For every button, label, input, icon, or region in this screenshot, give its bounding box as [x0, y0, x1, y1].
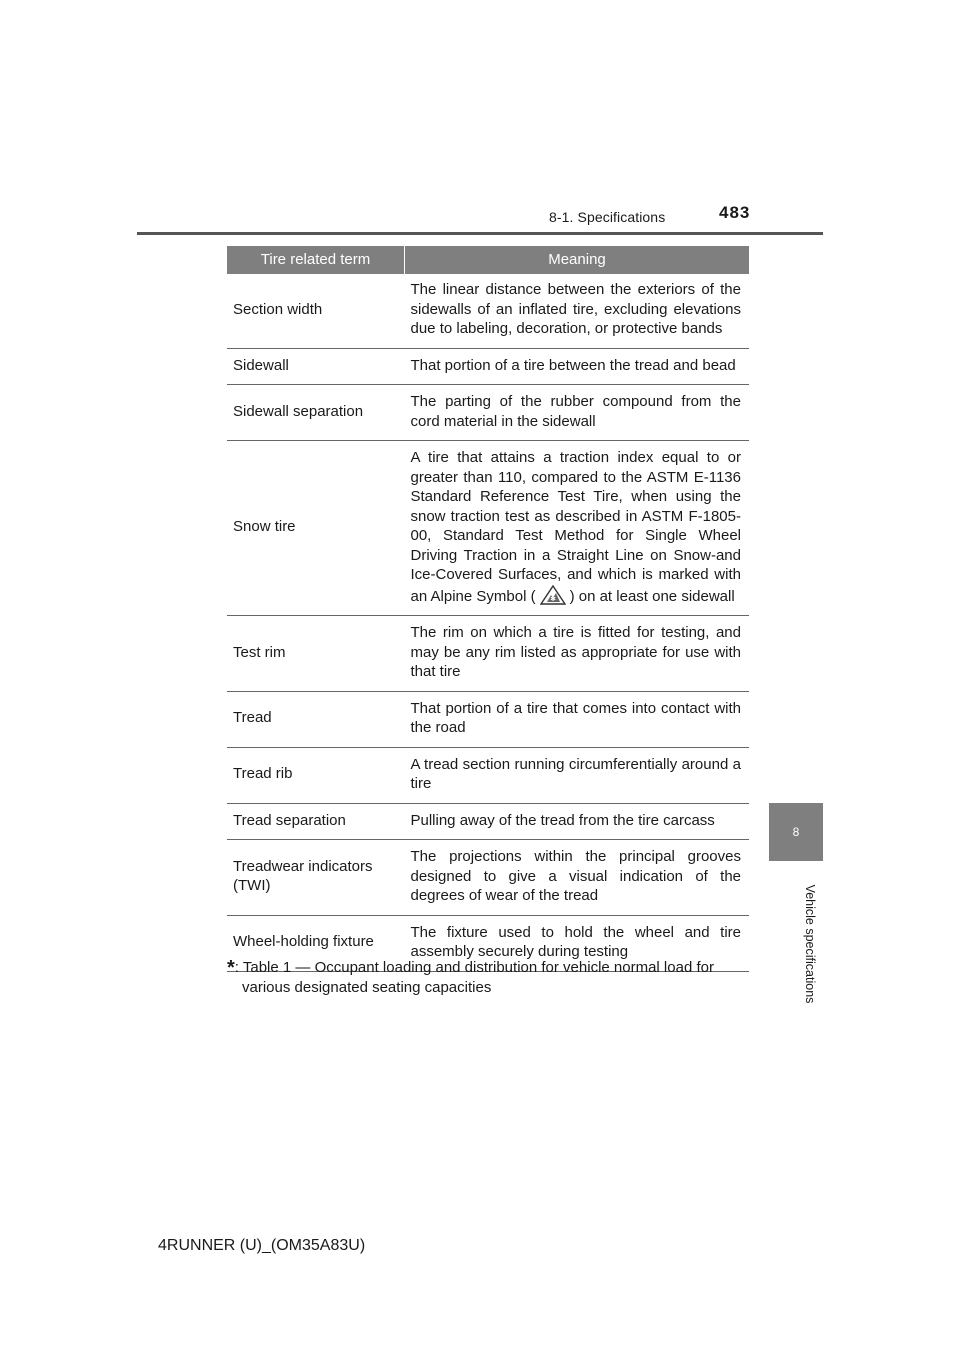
- table-row: [227, 616, 749, 692]
- table-row: [227, 441, 749, 616]
- meaning-cell: A tread section running circumferentially around a tire: [405, 747, 750, 803]
- meaning-text-continued: ) on at least one sidewall: [569, 587, 735, 605]
- table-header-row: [227, 246, 749, 274]
- table-row: [227, 803, 749, 840]
- meaning-cell: That portion of a tire that comes into contact with the road: [405, 691, 750, 747]
- table-footnote: [227, 958, 747, 998]
- column-header-term: Tire related term: [227, 246, 405, 274]
- chapter-number: 8: [792, 825, 800, 839]
- term-cell: Tread separation: [227, 803, 405, 840]
- meaning-cell: The parting of the rubber compound from the cord material in the sidewall: [405, 385, 750, 441]
- table-row: [227, 385, 749, 441]
- section-title: 8-1. Specifications: [549, 209, 666, 225]
- page-number: 483: [719, 203, 751, 222]
- term-cell: Test rim: [227, 616, 405, 692]
- term-cell: Section width: [227, 274, 405, 348]
- meaning-text: A tire that attains a traction index equal to or greater than 110, compared to the ASTM E-1136 Standard Reference Test Tire, when using the snow traction test as described in ASTM F-1805-00, Standard Test Method for Single Wheel Driving Traction in a Straight Line on Snow-and Ice-Covered Surfaces, and which is marked with an Alpine Symbol (: [410, 449, 741, 605]
- term-cell: Treadwear indicators (TWI): [227, 840, 405, 916]
- footnote-line-2: various designated seating capacities: [242, 979, 492, 996]
- meaning-cell: Pulling away of the tread from the tire carcass: [405, 803, 750, 840]
- term-cell: Wheel-holding fixture: [227, 915, 405, 971]
- table-row: [227, 348, 749, 385]
- term-cell: Tread rib: [227, 747, 405, 803]
- chapter-label: Vehicle specifications: [803, 884, 817, 1004]
- table-row: [227, 747, 749, 803]
- alpine-symbol-icon: [540, 585, 566, 605]
- meaning-cell: The fixture used to hold the wheel and tire assembly securely during testing: [405, 915, 750, 971]
- column-header-meaning: Meaning: [405, 246, 750, 274]
- term-cell: Tread: [227, 691, 405, 747]
- chapter-tab[interactable]: [769, 803, 823, 861]
- footnote-line-1: : Table 1 — Occupant loading and distribution for vehicle normal load for: [234, 959, 714, 976]
- footnote-marker: *: [227, 957, 235, 979]
- table-row: [227, 691, 749, 747]
- meaning-cell: [405, 441, 750, 616]
- table-row: [227, 840, 749, 916]
- term-cell: Sidewall separation: [227, 385, 405, 441]
- document-code: 4RUNNER (U)_(OM35A83U): [158, 1237, 366, 1254]
- meaning-cell: That portion of a tire between the tread and bead: [405, 348, 750, 385]
- term-cell: Snow tire: [227, 441, 405, 616]
- tire-terms-table: [227, 246, 749, 972]
- header-divider: [137, 232, 823, 235]
- table-row: [227, 274, 749, 348]
- meaning-cell: The rim on which a tire is fitted for testing, and may be any rim listed as appropriate for use with that tire: [405, 616, 750, 692]
- svg-text:✱: ✱: [549, 594, 556, 603]
- meaning-cell: The linear distance between the exteriors of the sidewalls of an inflated tire, excluding elevations due to labeling, decoration, or protective bands: [405, 274, 750, 348]
- term-cell: Sidewall: [227, 348, 405, 385]
- meaning-cell: The projections within the principal grooves designed to give a visual indication of the degrees of wear of the tread: [405, 840, 750, 916]
